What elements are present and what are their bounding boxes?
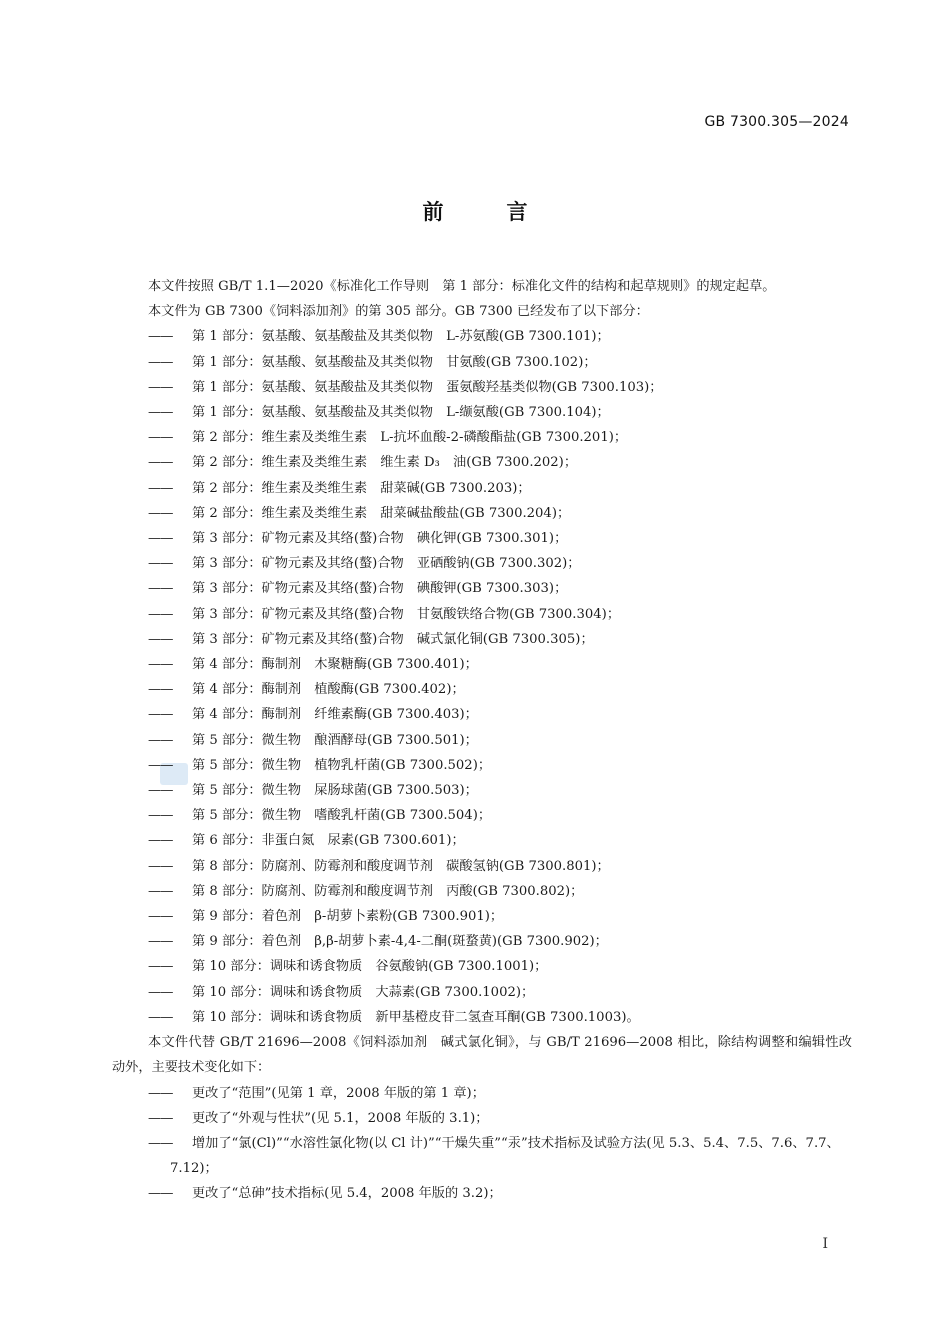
list-item-text: 第 3 部分：矿物元素及其络(螯)合物 碱式氯化铜(GB 7300.305)； — [192, 631, 594, 647]
title-char: 言 — [506, 200, 528, 224]
part-list-item — [112, 450, 852, 475]
part-list-item — [112, 854, 852, 879]
part-list-item — [112, 702, 852, 727]
part-list-item — [112, 753, 852, 778]
list-item-text: 第 3 部分：矿物元素及其络(螯)合物 碘酸钾(GB 7300.303)； — [192, 581, 568, 597]
part-list-item — [112, 350, 852, 375]
list-dash: —— — [148, 354, 173, 370]
list-item-text: 第 1 部分：氨基酸、氨基酸盐及其类似物 甘氨酸(GB 7300.102)； — [192, 354, 597, 370]
list-item-text: 第 4 部分：酶制剂 纤维素酶(GB 7300.403)； — [192, 707, 478, 723]
list-dash: —— — [148, 883, 173, 899]
list-item-text: 第 10 部分：调味和诱食物质 谷氨酸钠(GB 7300.1001)； — [192, 959, 548, 975]
part-list-item — [112, 778, 852, 803]
list-dash: —— — [148, 934, 173, 950]
part-list-item — [112, 425, 852, 450]
list-dash: —— — [148, 581, 173, 597]
list-item-text: 第 8 部分：防腐剂、防霉剂和酸度调节剂 丙酸(GB 7300.802)； — [192, 883, 584, 899]
list-dash: —— — [148, 606, 173, 622]
list-dash: —— — [148, 783, 173, 799]
list-item-text: 增加了“氯(Cl)”“水溶性氯化物(以 Cl 计)”“干燥失重”“汞”技术指标及试验方法(见 5.3、5.4、7.5、7.6、7.7、7.12)； — [170, 1135, 840, 1177]
foreword-body — [112, 274, 852, 1207]
parts-list — [112, 324, 852, 1030]
list-item-text: 第 2 部分：维生素及类维生素 L-抗坏血酸-2-磷酸酯盐(GB 7300.201)； — [192, 430, 628, 446]
part-list-item — [112, 652, 852, 677]
list-item-text: 第 5 部分：微生物 植物乳杆菌(GB 7300.502)； — [192, 757, 492, 773]
page-number: I — [822, 1236, 828, 1252]
list-dash: —— — [148, 505, 173, 521]
part-list-item — [112, 879, 852, 904]
part-list-item — [112, 602, 852, 627]
list-dash: —— — [148, 808, 173, 824]
part-list-item — [112, 929, 852, 954]
list-dash: —— — [148, 909, 173, 925]
part-list-item — [112, 904, 852, 929]
list-dash: —— — [148, 1186, 173, 1202]
list-item-text: 第 4 部分：酶制剂 木聚糖酶(GB 7300.401)； — [192, 657, 478, 673]
list-item-text: 第 2 部分：维生素及类维生素 甜菜碱盐酸盐(GB 7300.204)； — [192, 505, 571, 521]
part-list-item — [112, 1005, 852, 1030]
list-item-text: 第 2 部分：维生素及类维生素 维生素 D₃ 油(GB 7300.202)； — [192, 455, 578, 471]
list-dash: —— — [148, 631, 173, 647]
list-dash: —— — [148, 455, 173, 471]
change-list-item — [112, 1131, 852, 1181]
list-dash: —— — [148, 405, 173, 421]
part-list-item — [112, 576, 852, 601]
list-dash: —— — [148, 959, 173, 975]
change-list-item — [112, 1106, 852, 1131]
part-list-item — [112, 728, 852, 753]
list-item-text: 第 3 部分：矿物元素及其络(螯)合物 碘化钾(GB 7300.301)； — [192, 531, 568, 547]
title-char: 前 — [422, 200, 444, 224]
part-list-item — [112, 526, 852, 551]
part-list-item — [112, 954, 852, 979]
list-dash: —— — [148, 556, 173, 572]
change-list-item — [112, 1181, 852, 1206]
list-dash: —— — [148, 531, 173, 547]
list-item-text: 第 1 部分：氨基酸、氨基酸盐及其类似物 L-缬氨酸(GB 7300.104)； — [192, 405, 610, 421]
list-dash: —— — [148, 757, 173, 773]
document-code: GB 7300.305—2024 — [704, 114, 849, 130]
part-list-item — [112, 501, 852, 526]
list-dash: —— — [148, 1009, 173, 1025]
part-list-item — [112, 980, 852, 1005]
replacement-paragraph: 本文件代替 GB/T 21696—2008《饲料添加剂 碱式氯化铜》，与 GB/T 21696—2008 相比，除结构调整和编辑性改动外，主要技术变化如下： — [112, 1035, 852, 1076]
list-item-text: 第 6 部分：非蛋白氮 尿素(GB 7300.601)； — [192, 833, 465, 849]
list-item-text: 第 4 部分：酶制剂 植酸酶(GB 7300.402)； — [192, 682, 465, 698]
list-dash: —— — [148, 1085, 173, 1101]
part-list-item — [112, 324, 852, 349]
part-list-item — [112, 803, 852, 828]
part-list-item — [112, 828, 852, 853]
list-dash: —— — [148, 984, 173, 1000]
list-item-text: 第 3 部分：矿物元素及其络(螯)合物 亚硒酸钠(GB 7300.302)； — [192, 556, 581, 572]
list-item-text: 第 10 部分：调味和诱食物质 大蒜素(GB 7300.1002)； — [192, 984, 535, 1000]
part-list-item — [112, 476, 852, 501]
part-list-item — [112, 400, 852, 425]
list-item-text: 第 5 部分：微生物 屎肠球菌(GB 7300.503)； — [192, 783, 478, 799]
list-dash: —— — [148, 682, 173, 698]
list-item-text: 第 5 部分：微生物 酿酒酵母(GB 7300.501)； — [192, 732, 478, 748]
list-dash: —— — [148, 833, 173, 849]
part-list-item — [112, 627, 852, 652]
list-item-text: 第 5 部分：微生物 嗜酸乳杆菌(GB 7300.504)； — [192, 808, 492, 824]
part-list-item — [112, 677, 852, 702]
intro-paragraph: 本文件为 GB 7300《饲料添加剂》的第 305 部分。GB 7300 已经发布了以下部分： — [148, 304, 649, 320]
list-dash: —— — [148, 858, 173, 874]
intro-paragraph: 本文件按照 GB/T 1.1—2020《标准化工作导则 第 1 部分：标准化文件的结构和起草规则》的规定起草。 — [148, 279, 776, 294]
list-dash: —— — [148, 707, 173, 723]
list-item-text: 第 9 部分：着色剂 β-胡萝卜素粉(GB 7300.901)； — [192, 909, 504, 925]
list-dash: —— — [148, 732, 173, 748]
list-dash: —— — [148, 1110, 173, 1126]
list-item-text: 第 1 部分：氨基酸、氨基酸盐及其类似物 L-苏氨酸(GB 7300.101)； — [192, 329, 610, 345]
list-item-text: 第 8 部分：防腐剂、防霉剂和酸度调节剂 碳酸氢钠(GB 7300.801)； — [192, 858, 610, 874]
list-dash: —— — [148, 430, 173, 446]
list-dash: —— — [148, 329, 173, 345]
list-dash: —— — [148, 657, 173, 673]
list-item-text: 第 3 部分：矿物元素及其络(螯)合物 甘氨酸铁络合物(GB 7300.304)； — [192, 606, 621, 622]
part-list-item — [112, 375, 852, 400]
list-dash: —— — [148, 1135, 173, 1151]
list-item-text: 更改了“外观与性状”(见 5.1，2008 年版的 3.1)； — [192, 1110, 489, 1126]
list-item-text: 更改了“总砷”技术指标(见 5.4，2008 年版的 3.2)； — [192, 1186, 502, 1202]
list-item-text: 第 10 部分：调味和诱食物质 新甲基橙皮苷二氢查耳酮(GB 7300.1003)。 — [192, 1009, 640, 1025]
list-item-text: 第 9 部分：着色剂 β,β-胡萝卜素-4,4-二酮(斑蝥黄)(GB 7300.902)； — [192, 934, 608, 950]
list-dash: —— — [148, 379, 173, 395]
list-item-text: 第 2 部分：维生素及类维生素 甜菜碱(GB 7300.203)； — [192, 480, 531, 496]
changes-list — [112, 1081, 852, 1207]
list-dash: —— — [148, 480, 173, 496]
page-title — [0, 196, 950, 226]
list-item-text: 更改了“范围”(见第 1 章，2008 年版的第 1 章)； — [192, 1085, 485, 1101]
part-list-item — [112, 551, 852, 576]
list-item-text: 第 1 部分：氨基酸、氨基酸盐及其类似物 蛋氨酸羟基类似物(GB 7300.103)； — [192, 379, 663, 395]
change-list-item — [112, 1081, 852, 1106]
